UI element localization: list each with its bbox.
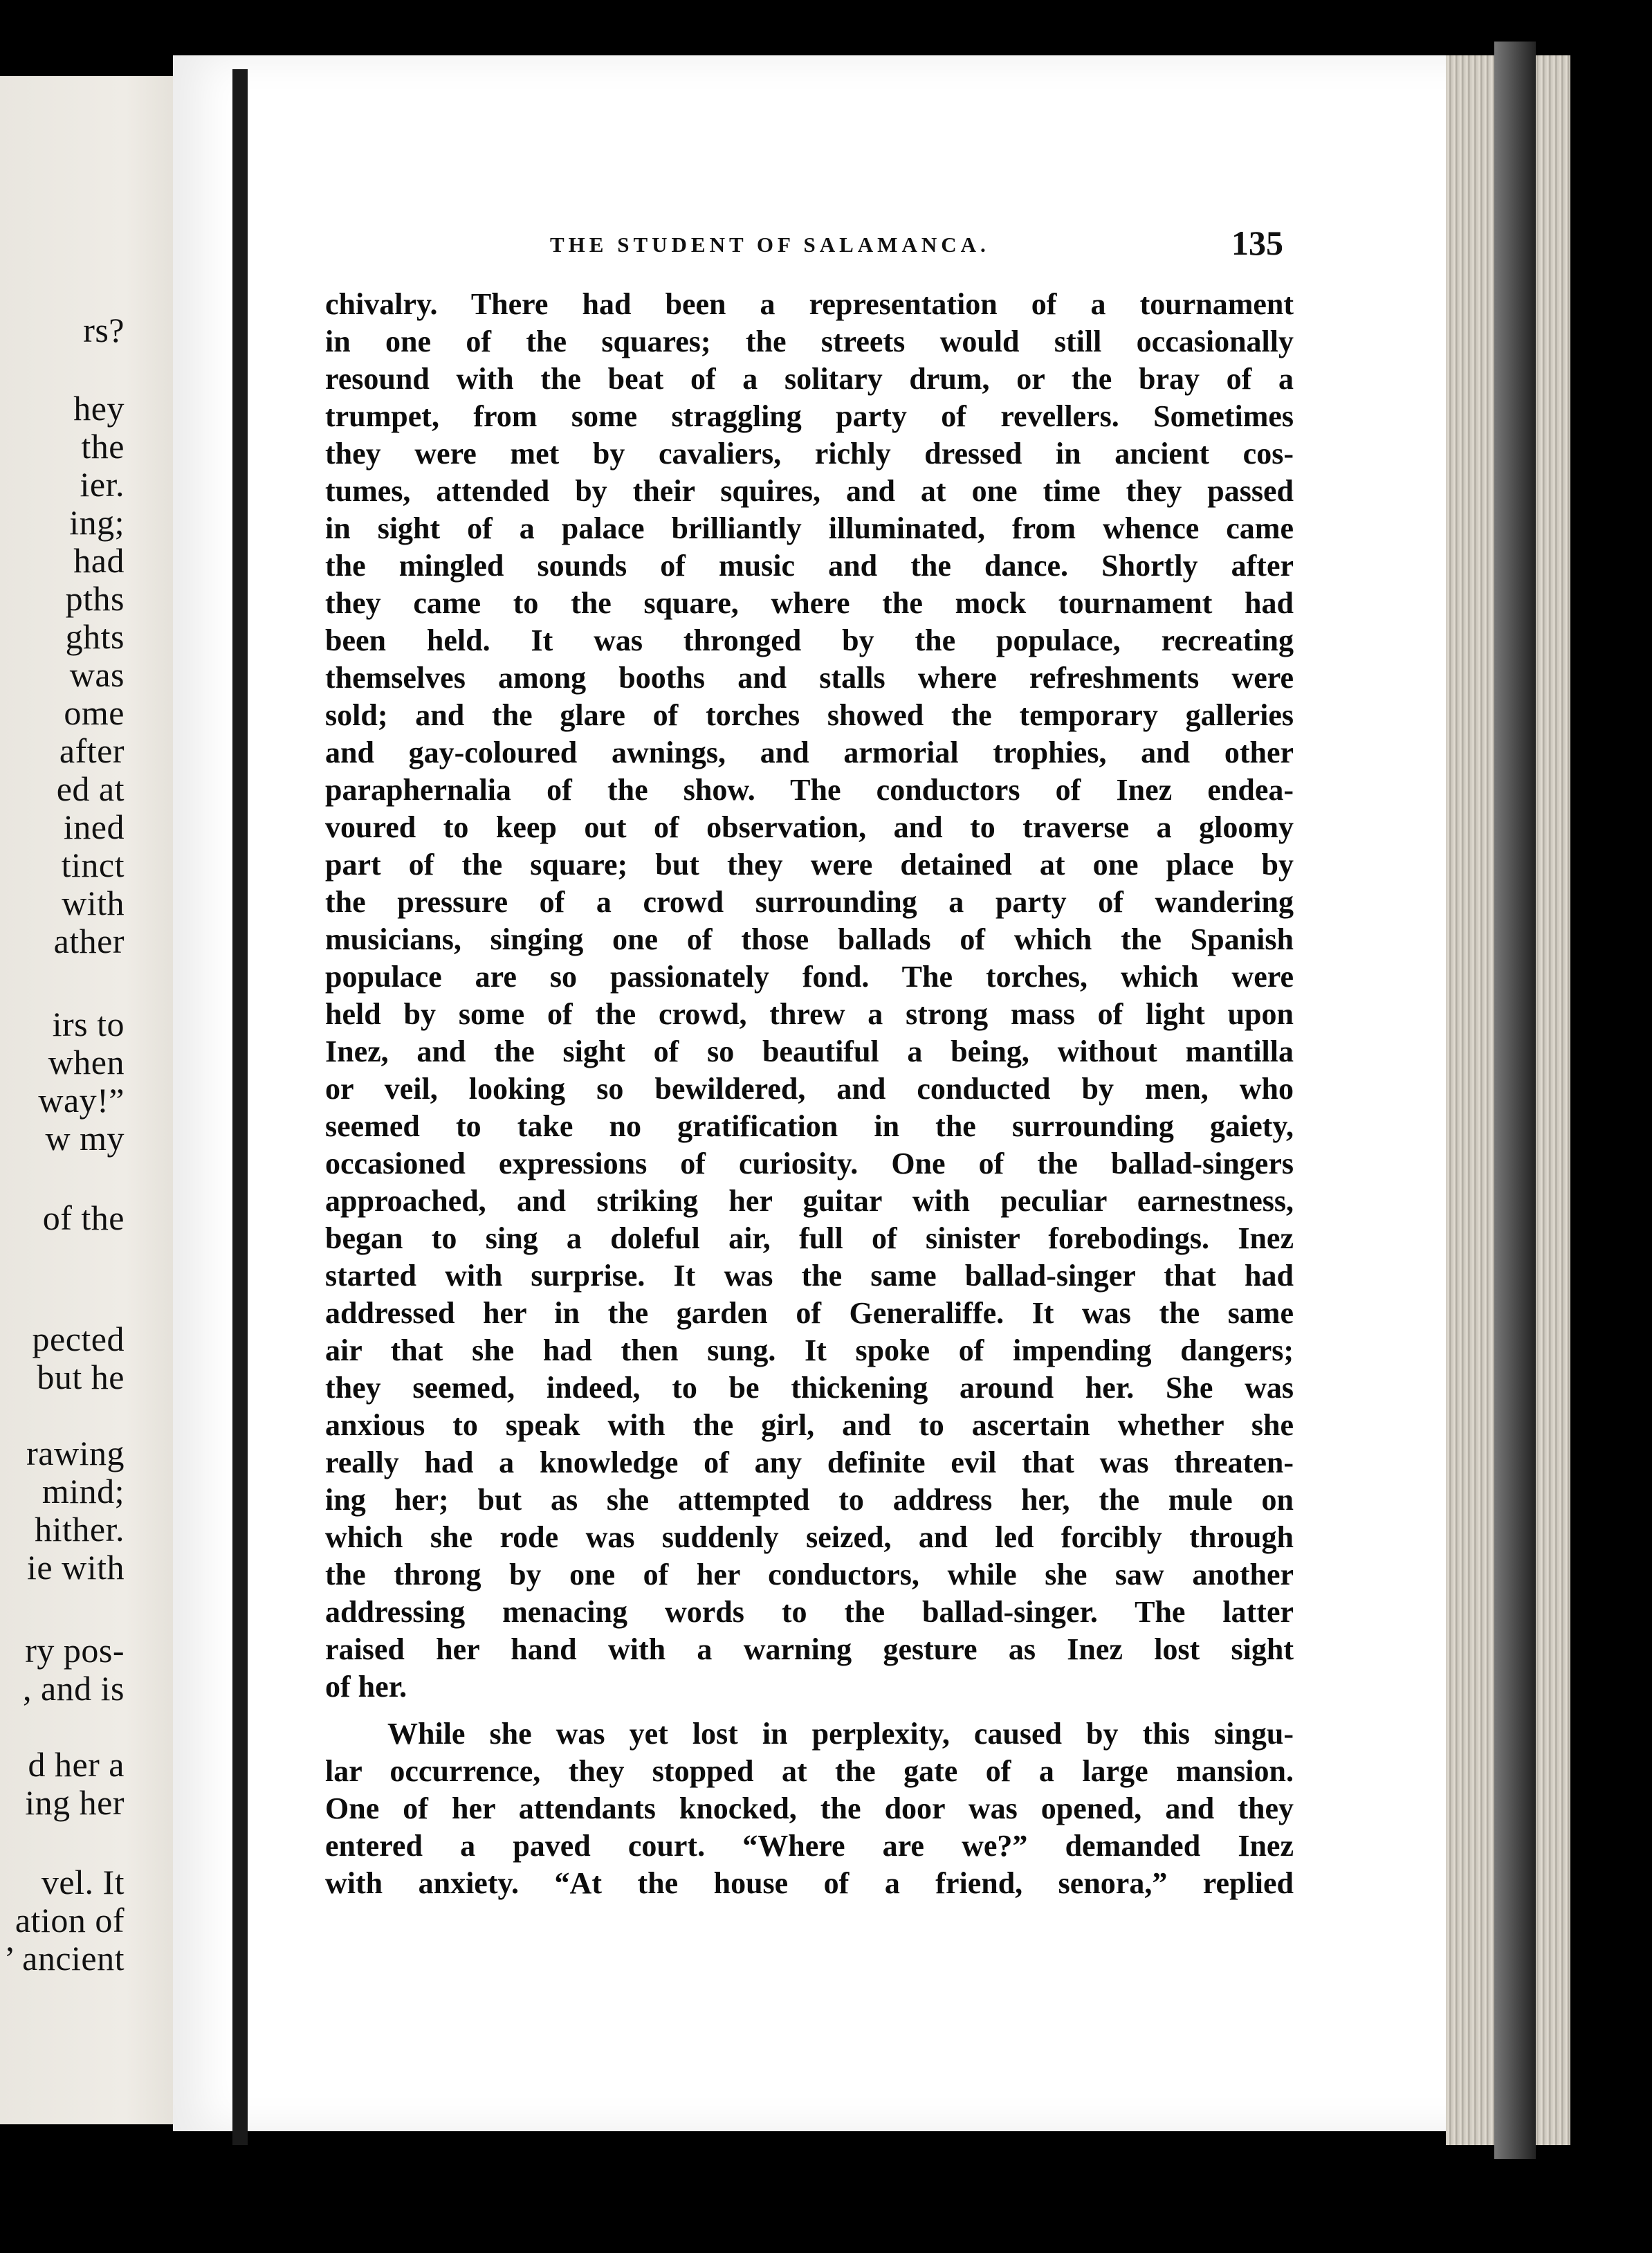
running-head: THE STUDENT OF SALAMANCA. bbox=[550, 232, 990, 257]
text-line: the throng by one of her conductors, while she saw another bbox=[325, 1558, 1294, 1591]
left-page-fragment: ined bbox=[63, 808, 125, 846]
text-line: populace are so passionately fond. The torches, which were bbox=[325, 960, 1294, 994]
left-page-fragment: ghts bbox=[65, 617, 125, 656]
text-line: addressing menacing words to the ballad-singer. The latter bbox=[325, 1595, 1294, 1629]
text-line: tumes, attended by their squires, and at one time they passed bbox=[325, 474, 1294, 508]
left-page-fragment: hither. bbox=[35, 1510, 125, 1549]
page-number: 135 bbox=[1231, 224, 1283, 262]
text-line: or veil, looking so bewildered, and conducted by men, who bbox=[325, 1072, 1294, 1106]
left-page-fragment: w my bbox=[45, 1119, 125, 1158]
left-page-fragment: after bbox=[59, 731, 125, 770]
left-page-fragment: but he bbox=[37, 1358, 125, 1396]
text-line: resound with the beat of a solitary drum, or the bray of a bbox=[325, 362, 1294, 396]
text-line: While she was yet lost in perplexity, caused by this singu- bbox=[387, 1717, 1294, 1751]
text-line: occasioned expressions of curiosity. One of the ballad-singers bbox=[325, 1147, 1294, 1180]
left-page-fragment: of the bbox=[42, 1198, 125, 1237]
left-page-fragment: way!” bbox=[38, 1081, 125, 1120]
left-page-fragment: ie with bbox=[27, 1548, 125, 1587]
left-page-fragment: vel. It bbox=[41, 1863, 125, 1901]
book-gutter bbox=[232, 69, 248, 2145]
text-line: One of her attendants knocked, the door was opened, and they bbox=[325, 1791, 1294, 1825]
left-page-fragment: ier. bbox=[80, 465, 125, 504]
left-page-fragment: d her a bbox=[28, 1745, 125, 1784]
text-line: trumpet, from some straggling party of revellers. Sometimes bbox=[325, 399, 1294, 433]
text-line: they were met by cavaliers, richly dressed in ancient cos- bbox=[325, 437, 1294, 471]
text-line: seemed to take no gratification in the surrounding gaiety, bbox=[325, 1109, 1294, 1143]
left-page-fragment: ing her bbox=[25, 1783, 125, 1822]
left-page-fragment: hey bbox=[73, 389, 125, 428]
text-line: air that she had then sung. It spoke of impending dangers; bbox=[325, 1333, 1294, 1367]
text-line: paraphernalia of the show. The conductors of Inez endea- bbox=[325, 773, 1294, 807]
text-line: addressed her in the garden of Generaliffe. It was the same bbox=[325, 1296, 1294, 1330]
text-line: they came to the square, where the mock tournament had bbox=[325, 586, 1294, 620]
text-line: themselves among booths and stalls where refreshments were bbox=[325, 661, 1294, 695]
left-page-fragment: rs? bbox=[83, 311, 125, 349]
left-page-fragment: , and is bbox=[22, 1669, 125, 1708]
text-line: anxious to speak with the girl, and to ascertain whether she bbox=[325, 1408, 1294, 1442]
text-line: entered a paved court. “Where are we?” demanded Inez bbox=[325, 1829, 1294, 1863]
left-page-fragment: ation of bbox=[15, 1901, 125, 1940]
text-line: approached, and striking her guitar with peculiar earnestness, bbox=[325, 1184, 1294, 1218]
text-line: really had a knowledge of any definite evil that was threaten- bbox=[325, 1445, 1294, 1479]
book-spine-edge bbox=[1494, 42, 1536, 2159]
left-page-fragment: had bbox=[73, 541, 125, 580]
left-page-fragment: ather bbox=[53, 922, 125, 960]
text-line: held by some of the crowd, threw a strong mass of light upon bbox=[325, 997, 1294, 1031]
left-page-fragment: when bbox=[48, 1043, 125, 1082]
left-page-fragment: ed at bbox=[56, 769, 125, 808]
left-page-fragment: rawing bbox=[26, 1434, 125, 1472]
left-page-fragment: was bbox=[69, 655, 125, 694]
left-page-fragment: ’ ancient bbox=[3, 1939, 125, 1978]
text-line: in sight of a palace brilliantly illuminated, from whence came bbox=[325, 511, 1294, 545]
text-line: raised her hand with a warning gesture as Inez lost sight bbox=[325, 1632, 1294, 1666]
text-line: voured to keep out of observation, and to traverse a gloomy bbox=[325, 810, 1294, 844]
text-line: and gay-coloured awnings, and armorial trophies, and other bbox=[325, 736, 1294, 769]
text-line: ing her; but as she attempted to address her, the mule on bbox=[325, 1483, 1294, 1517]
text-line: in one of the squares; the streets would still occasionally bbox=[325, 325, 1294, 358]
text-line: which she rode was suddenly seized, and led forcibly through bbox=[325, 1520, 1294, 1554]
text-line: with anxiety. “At the house of a friend, senora,” replied bbox=[325, 1866, 1294, 1900]
text-line: Inez, and the sight of so beautiful a being, without mantilla bbox=[325, 1034, 1294, 1068]
text-line: of her. bbox=[325, 1670, 407, 1704]
left-page-fragment: pths bbox=[65, 579, 125, 618]
text-line: been held. It was thronged by the populace, recreating bbox=[325, 623, 1294, 657]
text-line: chivalry. There had been a representation of a tournament bbox=[325, 287, 1294, 321]
left-page-fragment: ing; bbox=[69, 503, 125, 542]
left-page-fragment: tinct bbox=[61, 846, 125, 884]
left-page-fragment: ome bbox=[64, 693, 125, 732]
text-line: began to sing a doleful air, full of sinister forebodings. Inez bbox=[325, 1221, 1294, 1255]
text-line: sold; and the glare of torches showed the temporary galleries bbox=[325, 698, 1294, 732]
left-page-fragment: pected bbox=[32, 1320, 125, 1358]
left-page-fragment: with bbox=[62, 884, 125, 922]
left-page-fragment: the bbox=[81, 427, 125, 466]
text-line: part of the square; but they were detained at one place by bbox=[325, 848, 1294, 882]
text-line: they seemed, indeed, to be thickening around her. She was bbox=[325, 1371, 1294, 1405]
text-line: started with surprise. It was the same ballad-singer that had bbox=[325, 1259, 1294, 1293]
left-page-fragment: mind; bbox=[42, 1472, 125, 1511]
text-line: musicians, singing one of those ballads of which the Spanish bbox=[325, 922, 1294, 956]
text-line: the mingled sounds of music and the dance. Shortly after bbox=[325, 549, 1294, 583]
text-line: the pressure of a crowd surrounding a party of wandering bbox=[325, 885, 1294, 919]
left-page-fragment: ry pos- bbox=[25, 1631, 125, 1670]
text-line: lar occurrence, they stopped at the gate of a large mansion. bbox=[325, 1754, 1294, 1788]
left-page-fragment: irs to bbox=[52, 1005, 125, 1043]
